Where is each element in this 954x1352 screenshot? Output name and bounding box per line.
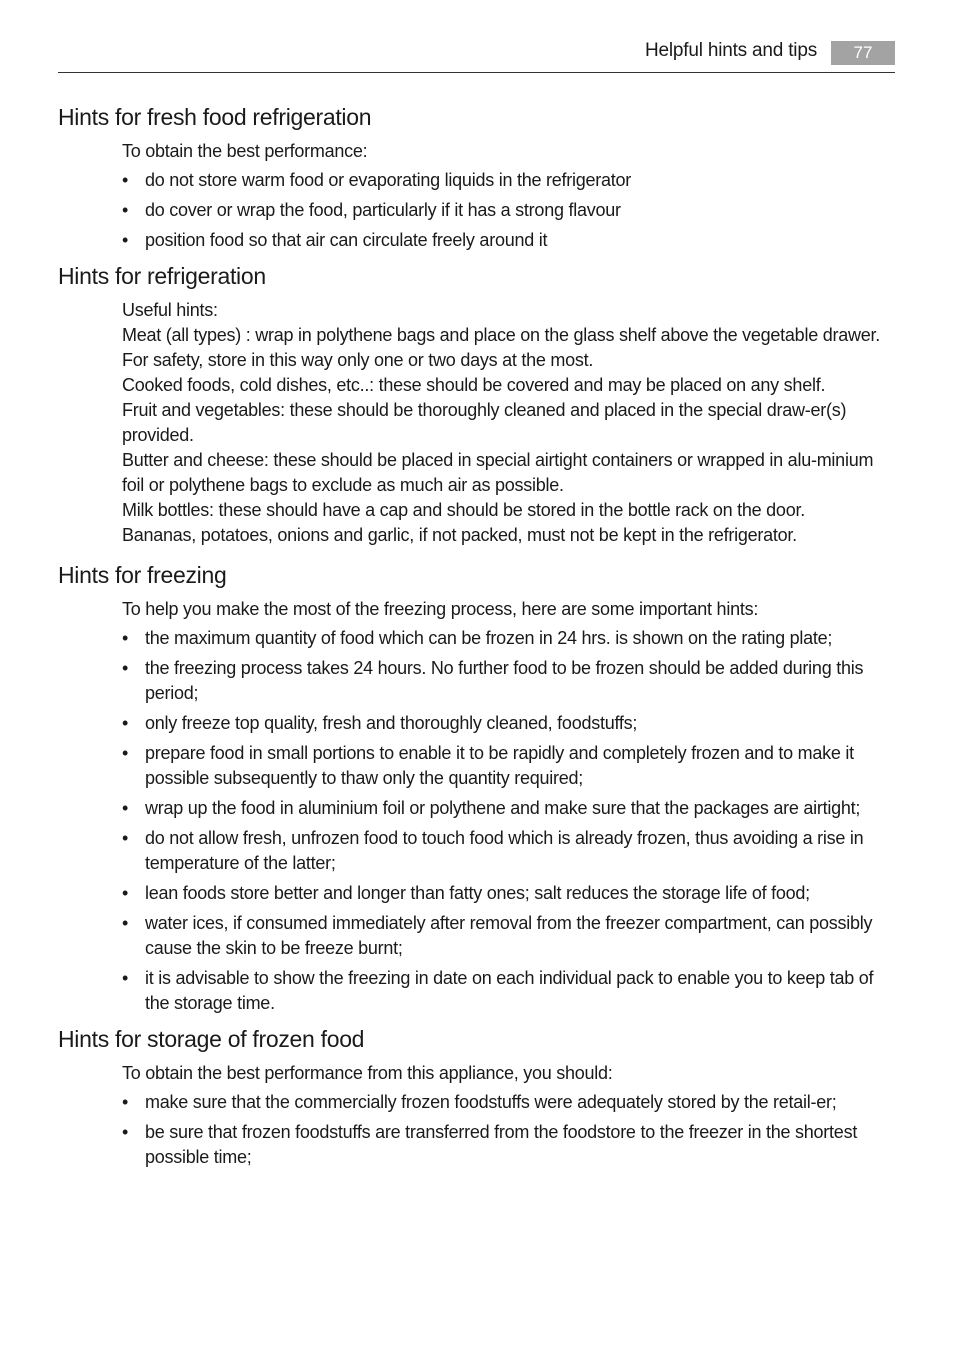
- list-item: • the freezing process takes 24 hours. No further food to be frozen should be added during this period;: [122, 656, 895, 706]
- page-number-badge: 77: [831, 41, 895, 65]
- section-heading: Hints for storage of frozen food: [58, 1026, 365, 1052]
- paragraph: Milk bottles: these should have a cap and should be stored in the bottle rack on the door.: [122, 500, 805, 520]
- section-heading: Hints for fresh food refrigeration: [58, 104, 372, 130]
- section-refrigeration: [58, 261, 895, 548]
- list-item: • the maximum quantity of food which can be frozen in 24 hrs. is shown on the rating plate;: [122, 626, 895, 651]
- list-item: • do not allow fresh, unfrozen food to touch food which is already frozen, thus avoiding a rise in temperature of the latter;: [122, 826, 895, 876]
- paragraph: Useful hints:: [122, 300, 218, 320]
- list-item: • do cover or wrap the food, particularly if it has a strong flavour: [122, 198, 895, 223]
- paragraph: Butter and cheese: these should be placed in special airtight containers or wrapped in alu-minium foil or polythene bags to exclude as much air as possible.: [122, 450, 874, 495]
- page-content: [58, 102, 895, 1178]
- paragraph: Fruit and vegetables: these should be thoroughly cleaned and placed in the special draw-er(s) provided.: [122, 400, 847, 445]
- list-item: • position food so that air can circulate freely around it: [122, 228, 895, 253]
- list-item: • lean foods store better and longer than fatty ones; salt reduces the storage life of food;: [122, 881, 895, 906]
- list-item: • do not store warm food or evaporating liquids in the refrigerator: [122, 168, 895, 193]
- list-item: • make sure that the commercially frozen foodstuffs were adequately stored by the retail-er;: [122, 1090, 895, 1115]
- section-heading: Hints for refrigeration: [58, 263, 266, 289]
- section-freezing: [58, 560, 895, 1016]
- section-intro: To obtain the best performance:: [122, 141, 368, 161]
- section-heading: Hints for freezing: [58, 562, 227, 588]
- list-item: • be sure that frozen foodstuffs are transferred from the foodstore to the freezer in the shortest possible time;: [122, 1120, 895, 1170]
- bullet-list: [122, 626, 895, 1016]
- header-title: Helpful hints and tips: [645, 40, 817, 61]
- list-item: • water ices, if consumed immediately after removal from the freezer compartment, can possibly cause the skin to be freeze burnt;: [122, 911, 895, 961]
- section-intro: To help you make the most of the freezing process, here are some important hints:: [122, 599, 759, 619]
- section-fresh-food-refrigeration: [58, 102, 895, 253]
- page-header: [58, 36, 895, 73]
- bullet-list: [122, 168, 895, 253]
- bullet-list: [122, 1090, 895, 1170]
- section-storage-frozen-food: [58, 1024, 895, 1170]
- list-item: • wrap up the food in aluminium foil or polythene and make sure that the packages are airtight;: [122, 796, 895, 821]
- paragraph: Cooked foods, cold dishes, etc..: these should be covered and may be placed on any shelf.: [122, 375, 826, 395]
- paragraph: Bananas, potatoes, onions and garlic, if not packed, must not be kept in the refrigerator.: [122, 525, 797, 545]
- paragraph: For safety, store in this way only one or two days at the most.: [122, 350, 594, 370]
- list-item: • it is advisable to show the freezing in date on each individual pack to enable you to keep tab of the storage time.: [122, 966, 895, 1016]
- list-item: • only freeze top quality, fresh and thoroughly cleaned, foodstuffs;: [122, 711, 895, 736]
- section-intro: To obtain the best performance from this appliance, you should:: [122, 1063, 613, 1083]
- list-item: • prepare food in small portions to enable it to be rapidly and completely frozen and to make it possible subsequently to thaw only the quantity required;: [122, 741, 895, 791]
- paragraph: Meat (all types) : wrap in polythene bags and place on the glass shelf above the vegetable drawer.: [122, 325, 880, 345]
